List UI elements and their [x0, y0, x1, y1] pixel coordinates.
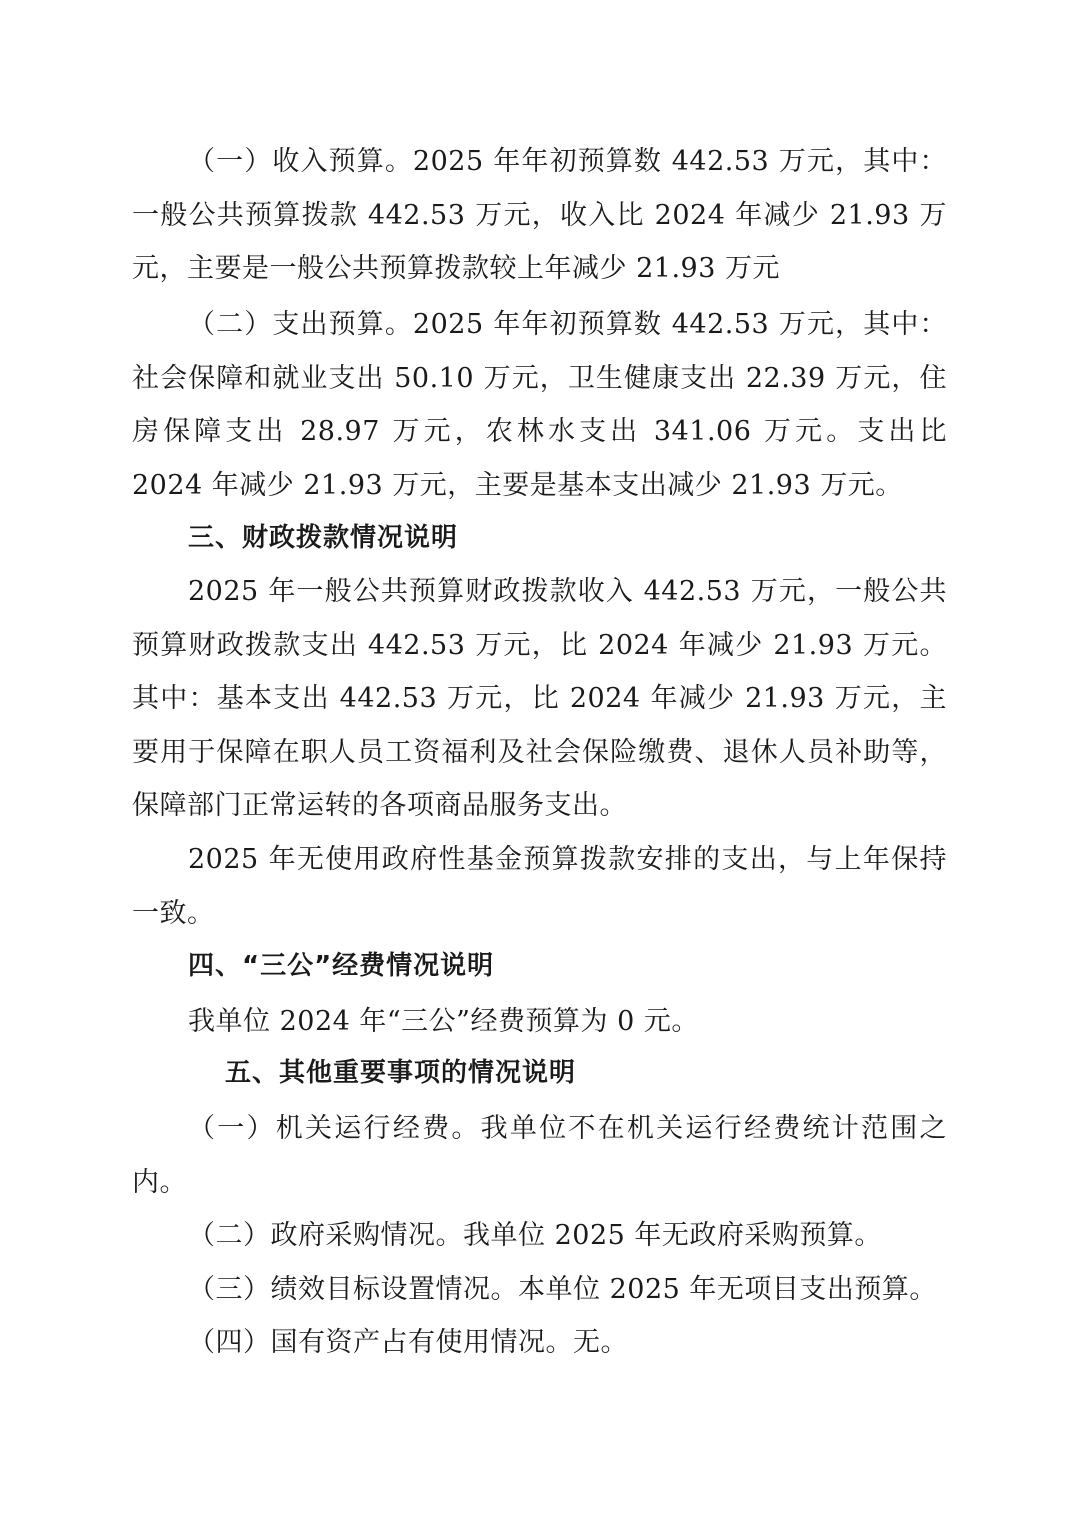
section-5-item-4: （四）国有资产占有使用情况。无。 — [188, 1327, 628, 1358]
expenditure-budget-paragraph: （二）支出预算。2025 年年初预算数 442.53 万元，其中：社会保障和就业支出 50.10 万元，卫生健康支出 22.39 万元，住房保障支出 28.97 万元，农林水支出 341.06 万元。支出比 2024 年减少 21.93 万元，主要是基本支出减少 21.93 万元。 — [132, 309, 947, 501]
section-3-heading: 三、财政拨款情况说明 — [188, 523, 459, 553]
section-3-paragraph-2: 2025 年无使用政府性基金预算拨款安排的支出，与上年保持一致。 — [132, 844, 947, 929]
section-5-heading: 五、其他重要事项的情况说明 — [225, 1058, 577, 1088]
section-5-item-2: （二）政府采购情况。我单位 2025 年无政府采购预算。 — [188, 1220, 882, 1251]
section-5-item-1: （一）机关运行经费。我单位不在机关运行经费统计范围之内。 — [132, 1113, 947, 1198]
section-5-item-3: （三）绩效目标设置情况。本单位 2025 年无项目支出预算。 — [188, 1274, 937, 1305]
section-4-heading: 四、“三公”经费情况说明 — [188, 951, 495, 981]
income-budget-paragraph: （一）收入预算。2025 年年初预算数 442.53 万元，其中：一般公共预算拨款 442.53 万元，收入比 2024 年减少 21.93 万元，主要是一般公共预算拨款较上年减少 21.93 万元 — [132, 146, 947, 284]
section-3-paragraph-1: 2025 年一般公共预算财政拨款收入 442.53 万元，一般公共预算财政拨款支出 442.53 万元，比 2024 年减少 21.93 万元。其中：基本支出 442.53 万元，比 2024 年减少 21.93 万元，主要用于保障在职人员工资福利及社会保险缴费、退休人员补助等，保障部门正常运转的各项商品服务支出。 — [132, 576, 947, 821]
section-4-paragraph: 我单位 2024 年“三公”经费预算为 0 元。 — [188, 1006, 699, 1037]
